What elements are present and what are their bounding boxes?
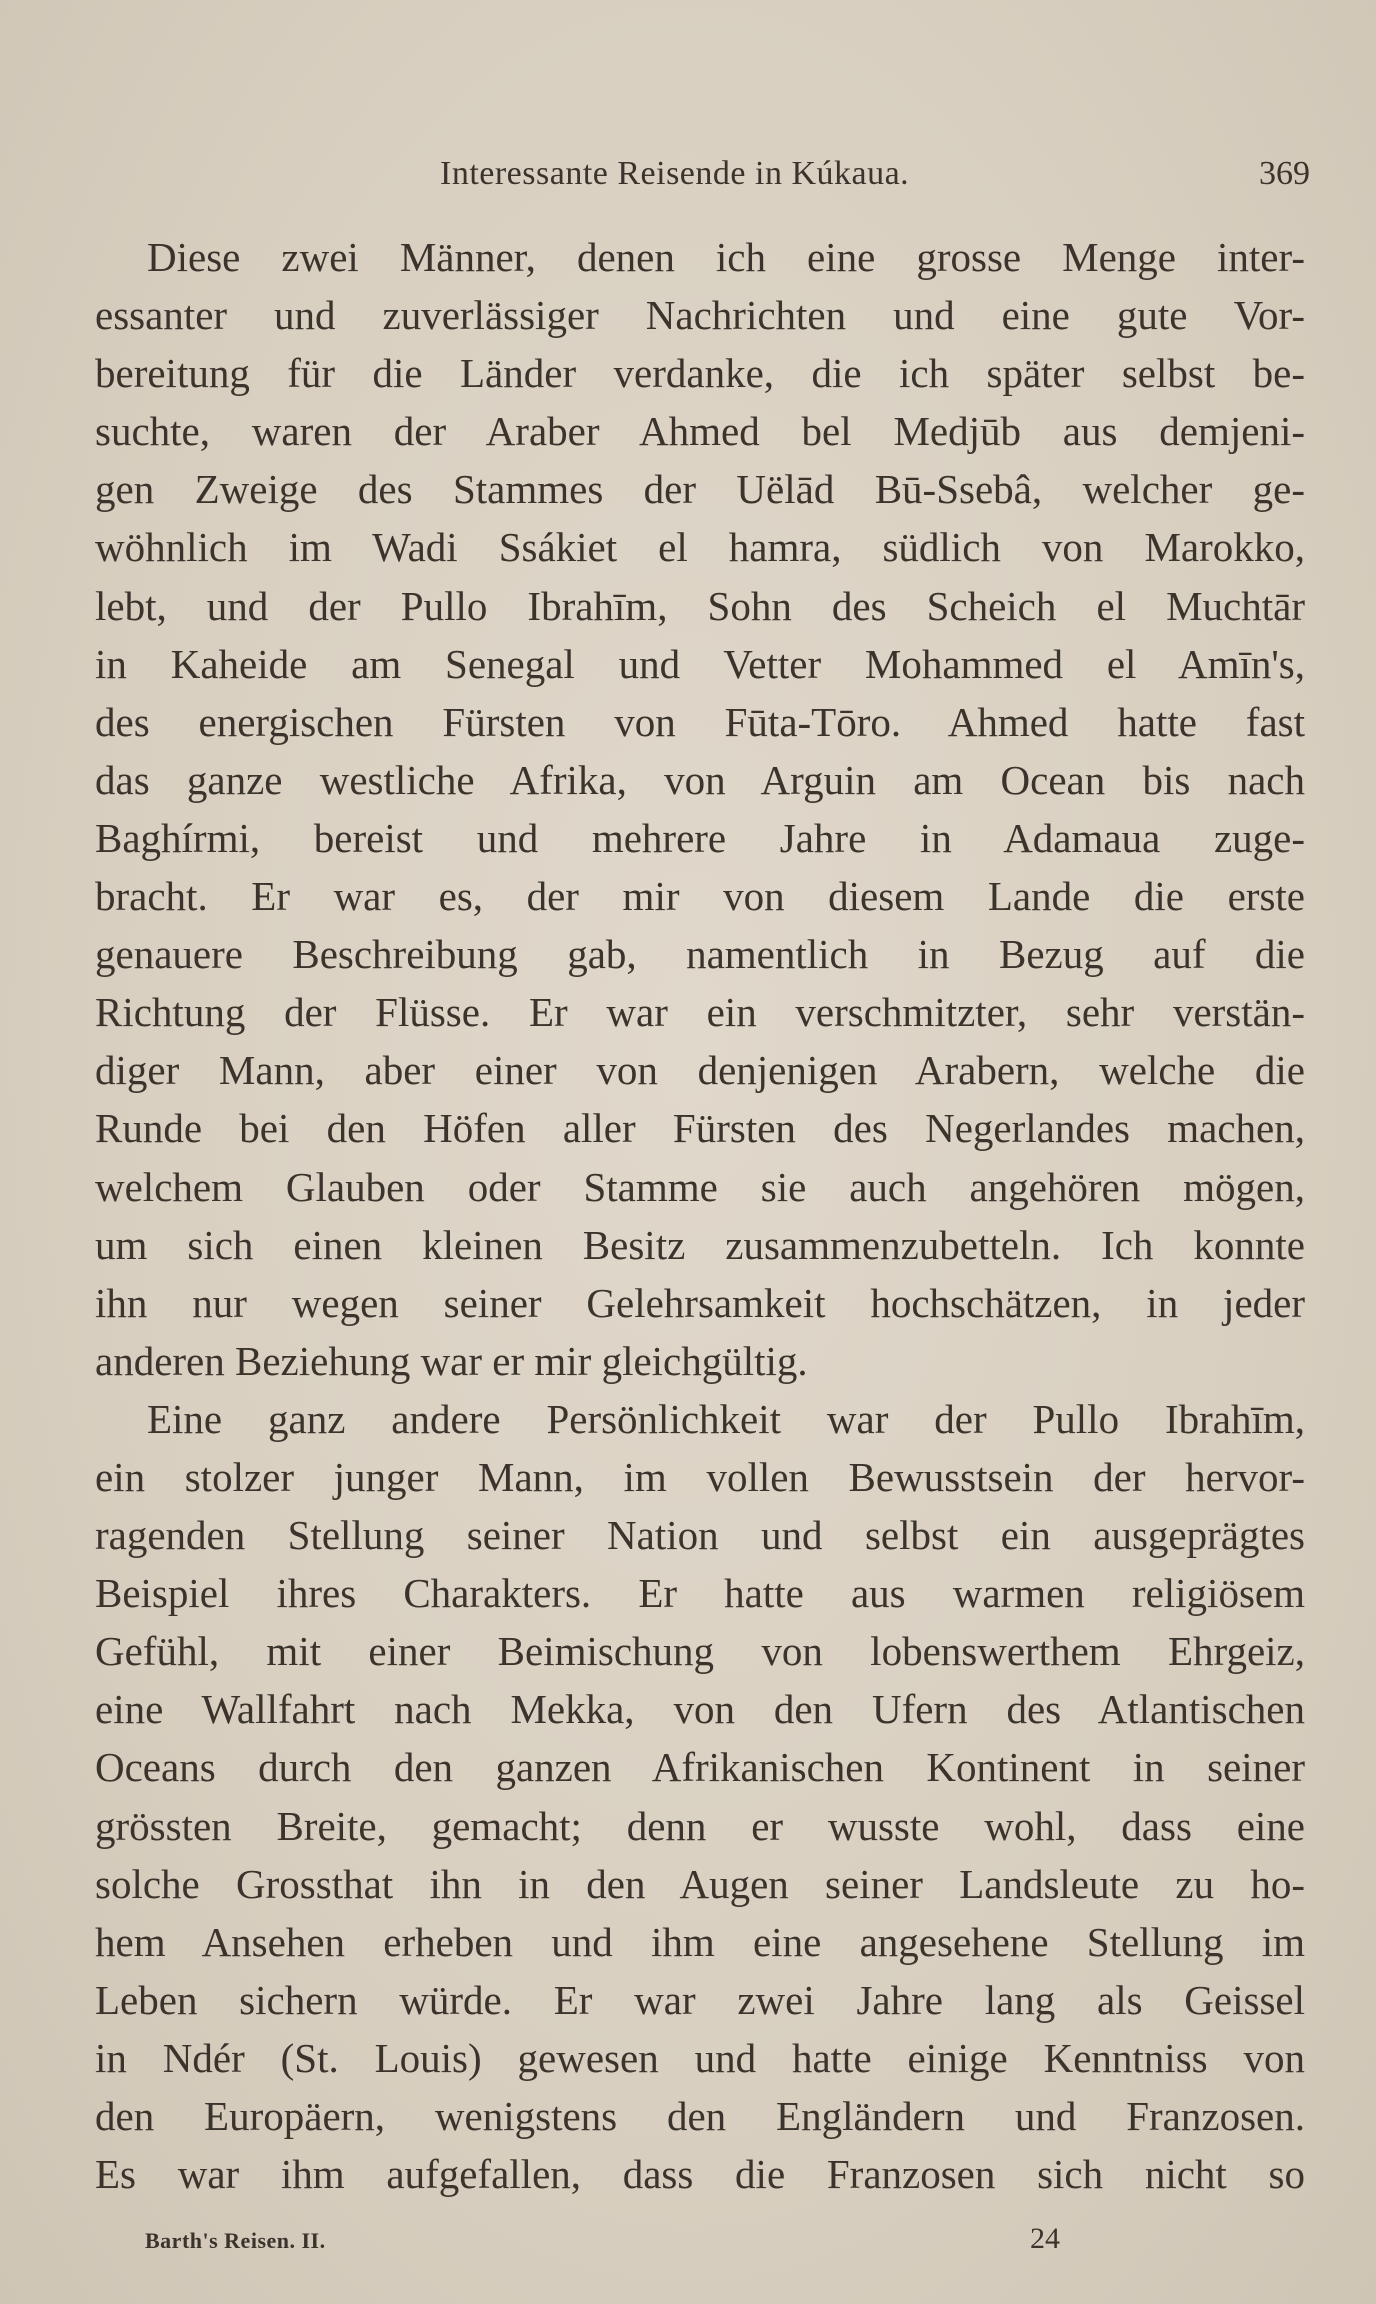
text-line: genauere Beschreibung gab, namentlich in Bezug auf die: [95, 931, 1305, 978]
page-footer: [145, 2222, 1085, 2262]
text-line: wöhnlich im Wadi Ssákiet el hamra, südlich von Marokko,: [95, 524, 1305, 571]
body-text: [95, 228, 1305, 2203]
text-line: Leben sichern würde. Er war zwei Jahre lang als Geissel: [95, 1976, 1305, 2023]
text-line: in Ndér (St. Louis) gewesen und hatte einige Kenntniss von: [95, 2034, 1305, 2081]
text-line: Es war ihm aufgefallen, dass die Franzosen sich nicht so: [95, 2151, 1305, 2198]
text-line: Oceans durch den ganzen Afrikanischen Kontinent in seiner: [95, 1744, 1305, 1791]
text-line: des energischen Fürsten von Fūta-Tōro. Ahmed hatte fast: [95, 698, 1305, 745]
text-line: essanter und zuverlässiger Nachrichten und eine gute Vor-: [95, 292, 1305, 339]
text-line: Richtung der Flüsse. Er war ein verschmitzter, sehr verstän-: [95, 989, 1305, 1036]
text-line: bereitung für die Länder verdanke, die ich später selbst be-: [95, 350, 1305, 397]
text-line: gen Zweige des Stammes der Uëlād Bū-Ssebâ, welcher ge-: [95, 466, 1305, 513]
running-title: Interessante Reisende in Kúkaua.: [440, 155, 910, 192]
text-line: ihn nur wegen seiner Gelehrsamkeit hochschätzen, in jeder: [95, 1279, 1305, 1326]
text-line: in Kaheide am Senegal und Vetter Mohammed el Amīn's,: [95, 640, 1305, 687]
text-line: bracht. Er war es, der mir von diesem Lande die erste: [95, 873, 1305, 920]
page-number: 369: [1259, 155, 1310, 192]
text-line: das ganze westliche Afrika, von Arguin am Ocean bis nach: [95, 756, 1305, 803]
text-line: ein stolzer junger Mann, im vollen Bewusstsein der hervor-: [95, 1453, 1305, 1500]
sheet-number: 24: [1030, 2222, 1060, 2255]
text-line: eine Wallfahrt nach Mekka, von den Ufern des Atlantischen: [95, 1686, 1305, 1733]
text-line: suchte, waren der Araber Ahmed bel Medjūb aus demjeni-: [95, 408, 1305, 455]
signature-mark: Barth's Reisen. II.: [145, 2228, 326, 2253]
text-line: hem Ansehen erheben und ihm eine angesehene Stellung im: [95, 1918, 1305, 1965]
text-line: anderen Beziehung war er mir gleichgültig.: [95, 1337, 808, 1384]
text-line: welchem Glauben oder Stamme sie auch angehören mögen,: [95, 1163, 1305, 1210]
text-line: Runde bei den Höfen aller Fürsten des Negerlandes machen,: [95, 1105, 1305, 1152]
text-line: Eine ganz andere Persönlichkeit war der Pullo Ibrahīm,: [147, 1395, 1305, 1442]
text-line: den Europäern, wenigstens den Engländern und Franzosen.: [95, 2093, 1305, 2139]
text-line: solche Grossthat ihn in den Augen seiner Landsleute zu ho-: [95, 1860, 1305, 1907]
text-line: ragenden Stellung seiner Nation und selbst ein ausgeprägtes: [95, 1512, 1305, 1559]
paragraph-2: [95, 1390, 1305, 2203]
text-line: Baghírmi, bereist und mehrere Jahre in Adamaua zuge-: [95, 814, 1305, 861]
text-line: Diese zwei Männer, denen ich eine grosse Menge inter-: [147, 234, 1305, 280]
text-line: um sich einen kleinen Besitz zusammenzubetteln. Ich konnte: [95, 1221, 1305, 1268]
paragraph-1: [95, 228, 1305, 1390]
text-line: diger Mann, aber einer von denjenigen Arabern, welche die: [95, 1047, 1305, 1094]
text-line: lebt, und der Pullo Ibrahīm, Sohn des Scheich el Muchtār: [95, 582, 1305, 629]
text-line: Gefühl, mit einer Beimischung von lobenswerthem Ehrgeiz,: [95, 1628, 1305, 1675]
running-head: [95, 155, 1310, 199]
text-line: Beispiel ihres Charakters. Er hatte aus warmen religiösem: [95, 1570, 1305, 1617]
text-line: grössten Breite, gemacht; denn er wusste wohl, dass eine: [95, 1802, 1305, 1849]
